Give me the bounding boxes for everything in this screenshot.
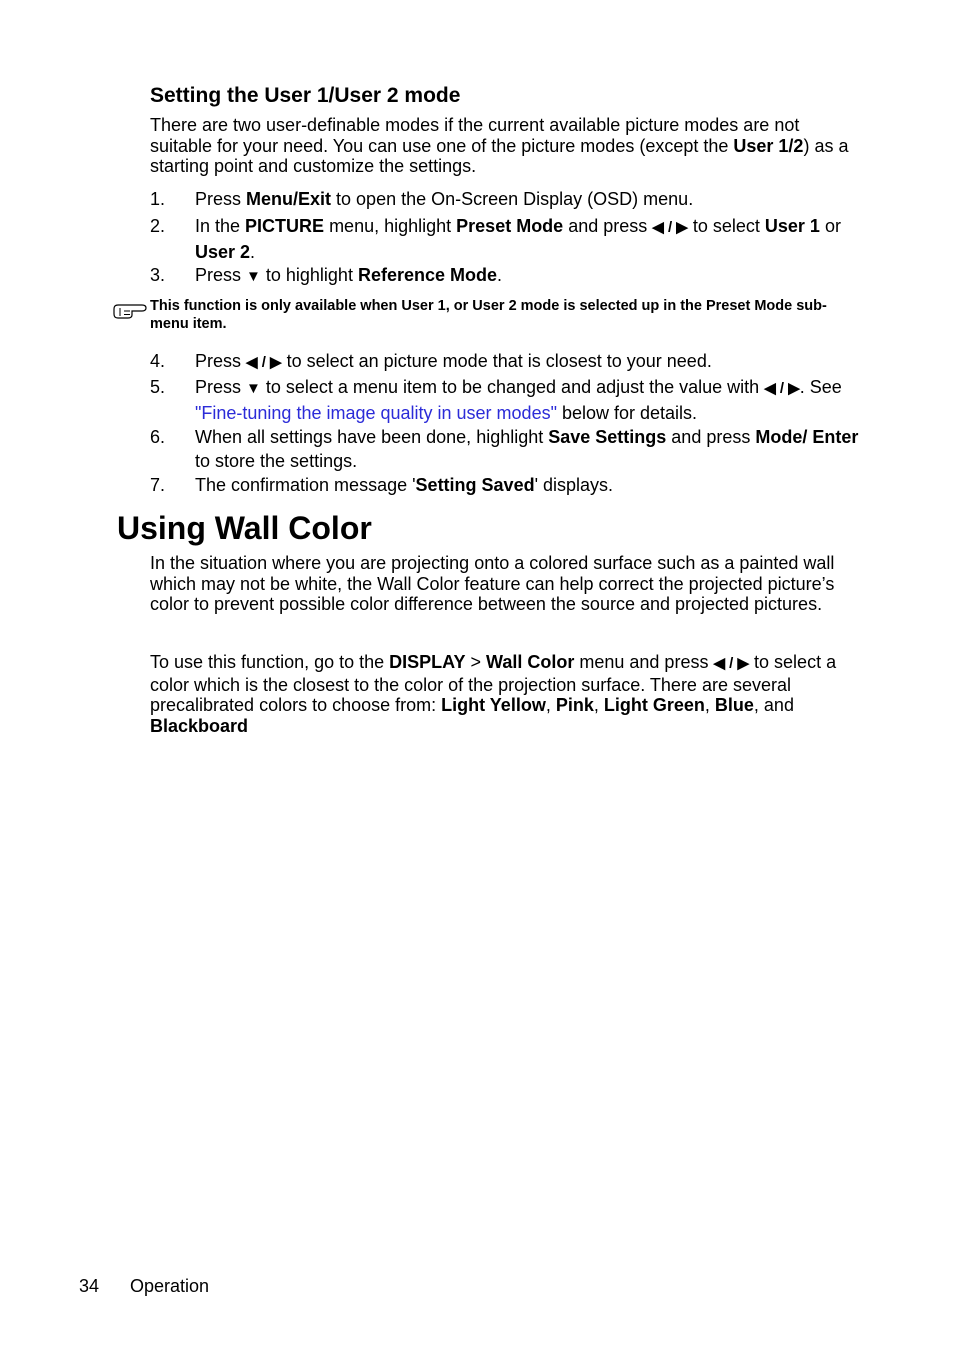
- wall-color-paragraph-1: In the situation where you are projecting onto a colored surface such as a painted wall which may not be white, the Wall Color feature can help correct the projected picture’s color to prevent possible color difference between the source and projected pictures.: [150, 553, 835, 614]
- down-arrow-icon: ▼: [246, 380, 261, 397]
- note-text: This function is only available when User 1, or User 2 mode is selected up in the Preset Mode sub-menu item.: [150, 298, 827, 332]
- fine-tuning-link[interactable]: "Fine-tuning the image quality in user modes": [195, 403, 557, 423]
- step-4: 4. Press ◀ / ▶ to select an picture mode that is closest to your need.: [150, 351, 712, 371]
- intro-paragraph: There are two user-definable modes if the current available picture modes are not suitable for your need. You can use one of the picture modes (except the User 1/2) as a starting point and customize the settings.: [150, 115, 849, 176]
- wall-color-paragraph-2: To use this function, go to the DISPLAY > Wall Color menu and press ◀ / ▶ to select a color which is the closest to the color of the projection surface. There are several precalibrated colors to choose from: Light Yellow, Pink, Light Green, Blue, and Blackboard: [150, 652, 837, 736]
- pointing-hand-icon: [112, 299, 150, 321]
- step-5: 5. Press ▼ to select a menu item to be changed and adjust the value with ◀ / ▶. See "Fine-tuning the image quality in user modes" below for details.: [150, 377, 842, 423]
- left-right-arrow-icon: ◀ / ▶: [246, 354, 282, 371]
- page-number: 34: [79, 1276, 100, 1296]
- subsection-heading: Setting the User 1/User 2 mode: [150, 84, 461, 107]
- left-right-arrow-icon: ◀ / ▶: [713, 655, 750, 672]
- footer-section-label: Operation: [130, 1276, 210, 1296]
- step-2: 2. In the PICTURE menu, highlight Preset Mode and press ◀ / ▶ to select User 1 or User 2.: [150, 216, 841, 262]
- left-right-arrow-icon: ◀ / ▶: [764, 380, 800, 397]
- section-heading: Using Wall Color: [117, 510, 372, 546]
- step-7: 7. The confirmation message 'Setting Saved' displays.: [150, 475, 614, 495]
- step-1: 1. Press Menu/Exit to open the On-Screen Display (OSD) menu.: [150, 189, 694, 209]
- step-3: 3. Press ▼ to highlight Reference Mode.: [150, 265, 503, 285]
- left-right-arrow-icon: ◀ / ▶: [652, 219, 688, 236]
- down-arrow-icon: ▼: [246, 268, 261, 285]
- step-6: 6. When all settings have been done, highlight Save Settings and press Mode/ Enter to store the settings.: [150, 427, 859, 471]
